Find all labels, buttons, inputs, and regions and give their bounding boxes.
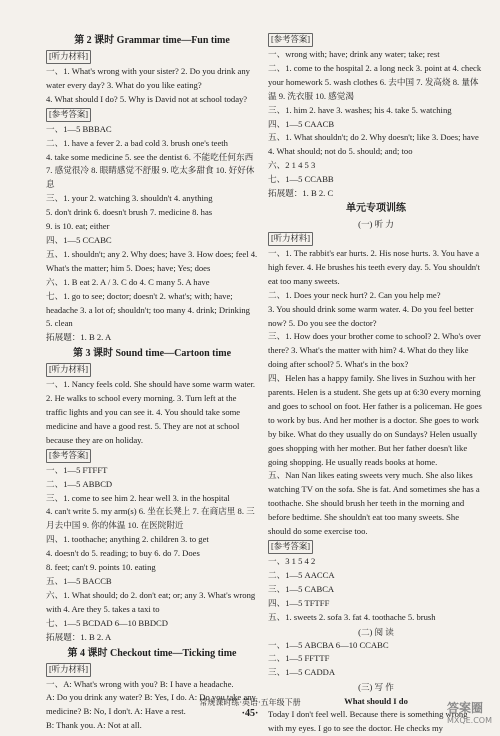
section-label-row [268,231,484,247]
section-label: [听力材料] [268,232,313,246]
answer-line: 拓展题：1. B 2. A [46,631,112,642]
subsection-heading: (一) 听 力 [358,218,394,229]
answer-line: 一、1. The rabbit's ear hurts. 2. His nose hurts. 3. You have a high fever. 4. He brushes his teeth every day. 5. You shouldn't eat too many sweets. [268,247,480,286]
answer-line: 四、1—5 CAACB [268,118,335,129]
answer-line: 4. doesn't do 5. reading; to buy 6. do 7. Does [46,548,200,559]
answer-line: 二、1. have a fever 2. a bad cold 3. brush one's teeth [46,137,228,148]
answer-line: B: Thank you. A: Not at all. [46,720,142,731]
lesson-heading: 第 4 课时 Checkout time—Ticking time [67,647,237,659]
answer-line: 一、1—5 FTFFT [46,464,108,475]
answer-line: 四、Helen has a happy family. She lives in Suzhou with her parents. Helen is a student. She gets up at 6:30 every morning and goes to school on foot. Her father is a policeman. He goes to work by bus. And her mother is a doctor. She goes to work by bike. What do they usually do on Sundays? Helen usually goes shopping with her mother. But her father doesn't like going shopping. He usually reads books at home. [268,373,482,467]
section-label: [参考答案] [268,33,313,47]
answer-line: 4. What should I do? 5. Why is David not at school today? [46,93,248,104]
section-label-row [46,662,258,678]
answer-line: 七、1—5 BCDAD 6—10 BBDCD [46,617,168,628]
answer-line: 5. don't drink 6. doesn't brush 7. medicine 8. has [46,207,213,218]
answer-line: 七、1. go to see; doctor; doesn't 2. what's; with; have; headache 3. a lot of; shouldn't; too many 4. drink; Drinking 5. clean [46,290,250,329]
answer-line: 一、1—5 BBBAC [46,123,112,134]
answer-line: 一、1—5 ABCBA 6—10 CCABC [268,639,389,650]
section-label-row [46,107,258,123]
answer-line: 三、1. How does your brother come to school? 2. Who's over there? 3. What's the matter with him? 4. What do they like doing after school? 5. What's in the box? [268,331,481,370]
answer-line: 五、1. What shouldn't; do 2. Why doesn't; like 3. Does; have 4. What should; not do 5. should; and; too [268,132,479,157]
answer-line: 三、1. come to see him 2. hear well 3. in the hospital [46,492,230,503]
answer-line: 六、1. B eat 2. A / 3. C do 4. C many 5. A have [46,276,210,287]
subsection-heading: (三) 写 作 [358,682,394,693]
left-column [46,32,258,733]
page-number: ·45· [241,708,259,719]
section-label-row [46,448,258,464]
answer-line: 8. feet; can't 9. points 10. eating [46,562,156,573]
section-label-row [46,49,258,65]
composition-title: What should I do [344,696,408,707]
answer-line: 二、1. Does your neck hurt? 2. Can you help me? [268,289,441,300]
answer-line: 五、1. sweets 2. sofa 3. fat 4. toothache 5. brush [268,611,436,622]
answer-line: 一、1. Nancy feels cold. She should have some warm water. 2. He walks to school every morning. 3. Turn left at the traffic lights and you can see it. 4. You should take some medicine and have a good rest. 5. They are not at school because they are on holiday. [46,379,256,445]
answer-line: Today I don't feel well. Because there is something wrong with my eyes. I go to see the doctor. He checks my [268,709,468,734]
answer-line: 五、1. shouldn't; any 2. Why does; have 3. How does; feel 4. What's the matter; him 5. Does; have; Yes; does [46,248,258,273]
section-label: [听力材料] [46,50,91,64]
page-footer [0,697,500,719]
section-label: [参考答案] [46,108,91,122]
answer-line: 五、1—5 BACCB [46,576,112,586]
answer-line: 三、1. your 2. watching 3. shouldn't 4. anything [46,193,213,204]
answer-line: 六、2 1 4 5 3 [268,160,316,171]
answer-line: 一、3 1 5 4 2 [268,556,316,566]
section-label-row [46,362,258,378]
answer-line: 二、1. come to the hospital 2. a long neck 3. point at 4. check your homework 5. wash clothes 6. 去中国 7. 发高烧 8. 量体温 9. 洗衣服 10. 感觉渴 [268,62,482,101]
right-column [268,32,484,736]
answer-line: 三、1—5 CABCA [268,583,335,594]
answer-line: 4. take some medicine 5. see the dentist 6. 不能吃任何东西 7. 感觉很冷 8. 眼睛感觉不舒服 9. 吃太多甜食 10. 好好休息 [46,151,255,190]
unit-heading: 单元专项训练 [346,202,406,214]
answer-line: A: Do you drink any water? B: Yes, I do. A: Do you take any medicine? B: No, I don't. A: Have a rest. [46,692,256,717]
answer-line: 拓展题：1. B 2. A [46,332,112,343]
answer-line: 4. can't write 5. my arm(s) 6. 坐在长凳上 7. 在商店里 8. 三月去中国 9. 你的体温 10. 在医院附近 [46,506,255,531]
answer-line: 六、1. What should; do 2. don't eat; or; any 3. What's wrong with 4. Are they 5. takes a taxi to [46,589,256,614]
section-label: [参考答案] [46,449,91,463]
answer-line: 拓展题：1. B 2. C [268,188,334,199]
answer-line: 一、wrong with; have; drink any water; take; rest [268,49,440,59]
answer-line: 七、1—5 CCABB [268,174,334,185]
section-label: [听力材料] [46,663,91,677]
answer-line: 3. You should drink some warm water. 4. Do you feel better now? 5. Do you see the doctor? [268,303,474,328]
section-label: [参考答案] [268,540,313,554]
subsection-heading: (二) 阅 读 [358,626,394,637]
answer-line: 一、1. What's wrong with your sister? 2. Do you drink any water every day? 3. What do you like eating? [46,66,250,90]
answer-line: 9. is 10. eat; either [46,221,110,232]
section-label-row [268,32,484,48]
answer-line: 五、Nan Nan likes eating sweets very much. She also likes watching TV on the sofa. She is fat. And sometimes she has a toothache. She should brush her teeth in the morning and before bedtime. She shouldn't eat too many sweets. She should do some exercise too. [268,470,480,537]
section-label-row [268,539,484,555]
answer-line: 一、A: What's wrong with you? B: I have a headache. [46,678,234,689]
answer-line: 三、1. him 2. have 3. washes; his 4. take 5. watching [268,104,452,115]
section-label: [听力材料] [46,363,91,377]
book-title: 常规课时练·英语·五年级下册 [199,698,301,707]
answer-line: 三、1—5 CADDA [268,667,336,678]
answer-line: 四、1. toothache; anything 2. children 3. to get [46,534,209,545]
answer-line: 四、1—5 CCABC [46,234,112,245]
watermark-logo: 答案圈 MXQE.COM [446,701,492,725]
answer-line: 二、1—5 ABBCD [46,478,113,489]
lesson-heading: 第 3 课时 Sound time—Cartoon time [72,348,232,360]
answer-line: 二、1—5 AACCA [268,569,335,580]
answer-line: 四、1—5 TFTFF [268,597,330,608]
answer-line: 二、1—5 FFTTF [268,653,330,664]
lesson-heading: 第 2 课时 Grammar time—Fun time [74,35,230,46]
